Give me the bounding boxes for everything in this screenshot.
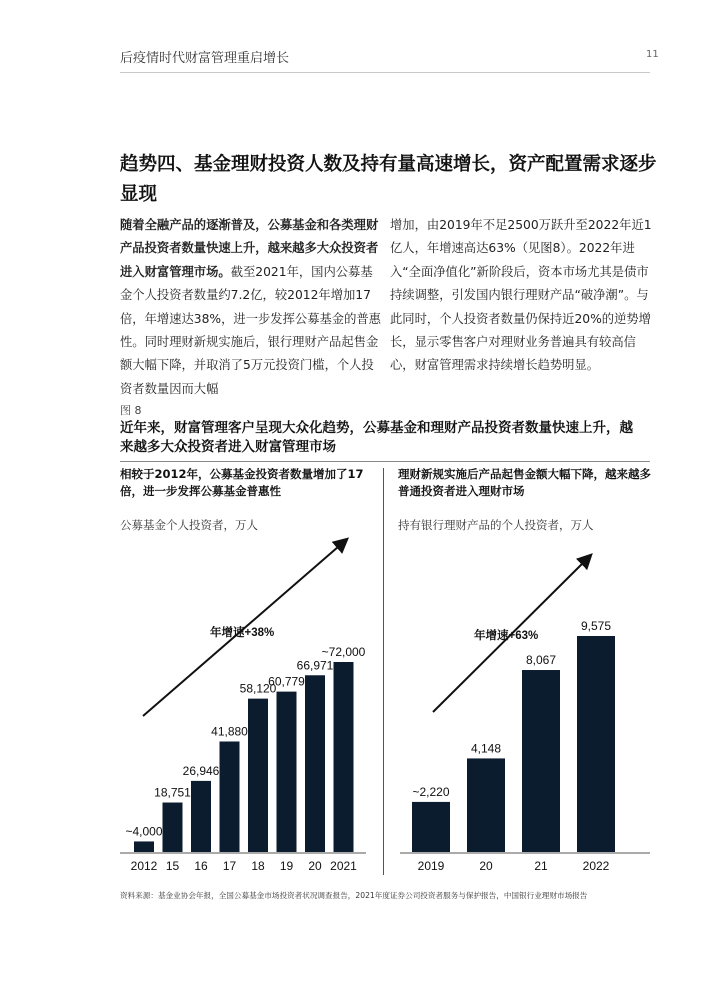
section-heading: 趋势四、基金理财投资人数及持有量高速增长，资产配置需求逐步显现 — [120, 154, 657, 205]
right-value-label: 8,067 — [525, 653, 557, 668]
source-note: 资料来源：基金业协会年报，全国公募基金市场投资者状况调查报告，2021年度证券公司投资者服务与保护报告，中国银行业理财市场报告 — [120, 891, 588, 900]
left-bar-17 — [220, 741, 240, 852]
left-bar-2012 — [134, 841, 154, 852]
left-category-label: 2021 — [330, 859, 357, 873]
right-value-label: 4,148 — [470, 741, 502, 756]
left-category-label: 17 — [222, 859, 237, 873]
right-bar-20 — [467, 758, 505, 852]
right-bar-2022 — [577, 636, 615, 852]
left-category-label: 16 — [194, 859, 208, 873]
left-panel-subtitle: 公募基金个人投资者，万人 — [120, 518, 258, 532]
right-category-label: 2019 — [417, 859, 445, 873]
right-bar-chart — [412, 619, 615, 873]
left-value-label: ~4,000 — [125, 824, 163, 839]
figure-title: 近年来，财富管理客户呈现大众化趋势，公募基金和理财产品投资者数量快速上升，越来越多大众投资者进入财富管理市场 — [120, 420, 633, 455]
left-bar-20 — [305, 675, 325, 852]
left-category-label: 2012 — [130, 859, 158, 873]
page-number: 11 — [646, 49, 659, 60]
right-bar-21 — [522, 670, 560, 852]
right-category-label: 2022 — [582, 859, 610, 873]
left-value-label: 66,971 — [296, 658, 334, 673]
left-bar-chart — [125, 645, 365, 873]
left-category-label: 15 — [165, 859, 180, 873]
left-bar-18 — [248, 699, 268, 852]
left-bar-16 — [191, 781, 211, 852]
left-value-label: 60,779 — [268, 674, 305, 689]
right-panel-title: 理财新规实施后产品起售金额大幅下降，越来越多普通投资者进入理财市场 — [398, 467, 651, 498]
running-title: 后疫情时代财富管理重启增长 — [120, 51, 290, 66]
left-category-label: 20 — [308, 859, 322, 873]
right-growth-annotation: 年增速+63% — [474, 630, 539, 642]
left-panel-title: 相较于2012年，公募基金投资者数量增加了17倍，进一步发挥公募基金普惠性 — [120, 467, 364, 498]
figure-label: 图 8 — [120, 404, 142, 417]
left-bar-15 — [163, 803, 183, 852]
left-category-label: 19 — [279, 859, 294, 873]
right-panel-subtitle: 持有银行理财产品的个人投资者，万人 — [398, 518, 594, 532]
left-bar-2021 — [334, 662, 354, 852]
body-lead-sentence: 随着全融产品的逐渐普及，公募基金和各类理财产品投资者数量快速上升，越来越多大众投资者进入财富管理市场。 — [120, 218, 379, 279]
left-value-label: 26,946 — [182, 763, 220, 778]
left-category-label: 18 — [251, 859, 265, 873]
right-category-label: 20 — [479, 859, 493, 873]
body-right-column: 增加，由2019年不足2500万跃升至2022年近1亿人，年增速高达63%（见图8）。2022年进入“全面净值化”新阶段后，资本市场尤其是债市持续调整，引发国内银行理财产品“破净潮”。与此同时，个人投资者数量仍保持近20%的逆势增长，显示零售客户对理财业务普遍具有较高信心，财富管理需求持续增长趋势明显。 — [390, 218, 652, 373]
left-growth-annotation: 年增速+38% — [210, 627, 275, 639]
left-value-label: 18,751 — [154, 785, 191, 800]
left-value-label: 41,880 — [211, 724, 248, 739]
body-left-text: 截至2021年，国内公募基金个人投资者数量约7.2亿，较2012年增加17倍，年增速达38%，进一步发挥公募基金的普惠性。同时理财新规实施后，银行理财产品起售金额大幅下降，并取消了5万元投资门槛，个人投资者数量因而大幅 — [120, 264, 381, 396]
right-value-label: ~2,220 — [412, 784, 450, 799]
left-value-label: 58,120 — [239, 681, 277, 696]
right-bar-2019 — [412, 802, 450, 852]
left-bar-19 — [277, 692, 297, 852]
right-value-label: 9,575 — [580, 619, 612, 633]
right-category-label: 21 — [534, 859, 548, 873]
left-value-label: ~72,000 — [321, 645, 366, 659]
